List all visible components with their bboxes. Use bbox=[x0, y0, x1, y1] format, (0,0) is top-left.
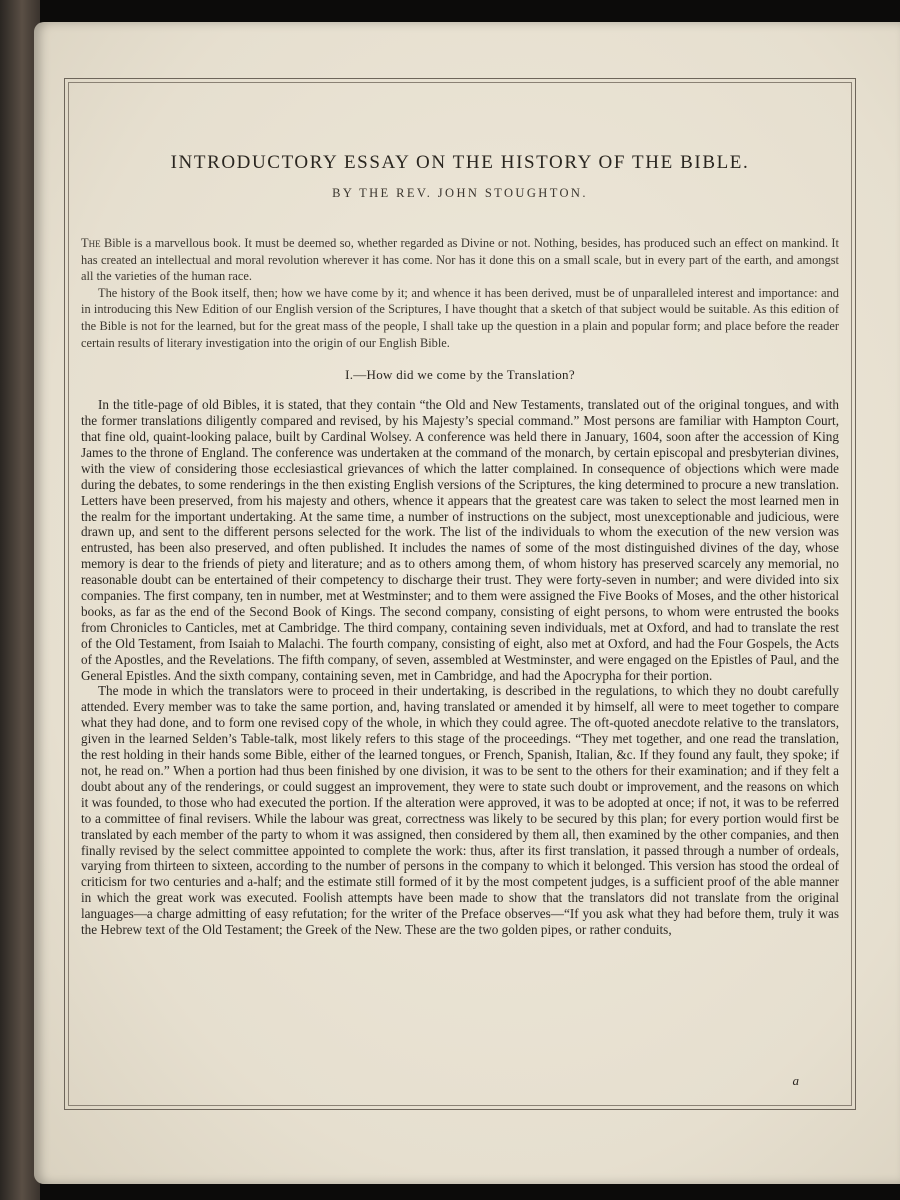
essay-body bbox=[81, 397, 839, 938]
signature-mark: a bbox=[792, 1073, 799, 1088]
intro-lead-word: The bbox=[81, 236, 101, 250]
intro-paragraph-2: The history of the Book itself, then; how we have come by it; and whence it has been derived, must be of unparalleled interest and importance: and in introducing this New Edition of our English version of the Scriptures, I have thought that a sketch of that subject would be suitable. As this edition of the Bible is not for the learned, but for the great mass of the people, I shall take up the question in a plain and popular form; and place before the reader certain results of literary investigation into the origin of our English Bible. bbox=[81, 285, 839, 350]
body-paragraph-1: In the title-page of old Bibles, it is stated, that they contain “the Old and New Testaments, translated out of the original tongues, and with the former translations diligently compared and revised, by his Majesty’s special command.” Most persons are familiar with Hampton Court, that fine old, quaint-looking palace, built by Cardinal Wolsey. A conference was held there in January, 1604, soon after the accession of King James to the throne of England. The conference was undertaken at the command of the monarch, by certain episcopal and presbyterian divines, with the view of considering those ecclesiastical grievances of which the latter complained. In consequence of objections which were made during the debates, to some renderings in the then existing English versions of the Scriptures, the king determined to procure a new translation. Letters have been preserved, from his majesty and others, whence it appears that the greatest care was taken to select the most learned men in the realm for the important undertaking. At the same time, a number of instructions on the subject, most unexceptionable and judicious, were drawn up, and sent to the different persons selected for the work. The list of the individuals to whom the execution of the new version was entrusted, has been also preserved, and often published. It includes the names of some of the most distinguished divines of the day, whose memory is dear to the friends of piety and literature; and as to others among them, of whom history has preserved scarcely any memorial, no reasonable doubt can be entertained of their competency to discharge their trust. They were forty-seven in number; and were divided into six companies. The first company, ten in number, met at Westminster; and to them were assigned the Five Books of Moses, and the other historical books, as far as the end of the Second Book of Kings. The second company, consisting of eight persons, to whom were entrusted the books from Chronicles to Canticles, met at Cambridge. The third company, containing seven individuals, met at Oxford, and had to translate the rest of the Old Testament, from Isaiah to Malachi. The fourth company, consisting of eight, also met at Oxford, and had the Four Gospels, the Acts of the Apostles, and the Revelations. The fifth company, of seven, assembled at Westminster, and were engaged on the Epistles of Paul, and the General Epistles. And the sixth company, containing seven, met in Cambridge, and had the Apocrypha for their portion. bbox=[81, 397, 839, 683]
page-content bbox=[81, 95, 839, 1097]
section-heading: I.—How did we come by the Translation? bbox=[345, 367, 575, 383]
essay-title: INTRODUCTORY ESSAY ON THE HISTORY OF THE BIBLE. bbox=[170, 152, 750, 173]
book-page bbox=[34, 22, 900, 1184]
intro-paragraph-1-text: Bible is a marvellous book. It must be deemed so, whether regarded as Divine or not. Nothing, besides, has produced such an effect on mankind. It has created an intellectual and moral revolution wherever it has come. Nor has it done this on a small scale, but in every part of the earth, and amongst all the varieties of the human race. bbox=[81, 236, 839, 284]
essay-byline: BY THE REV. JOHN STOUGHTON. bbox=[332, 186, 588, 200]
body-paragraph-2: The mode in which the translators were to proceed in their undertaking, is described in the regulations, to which they no doubt carefully attended. Every member was to take the same portion, and, having translated or amended it by himself, all were to meet together to compare what they had done, and to form one revised copy of the whole, in which they could agree. The oft-quoted anecdote relative to the translators, given in the learned Selden’s Table-talk, most likely refers to this stage of the proceedings. “They met together, and one read the translation, the rest holding in their hands some Bible, either of the learned tongues, or French, Spanish, Italian, &c. If they found any fault, they spoke; if not, he read on.” When a portion had thus been finished by one division, it was to be sent to the others for their examination; and if they felt a doubt about any of the renderings, or could suggest an improvement, they were to state such doubt or improvement, and the reasons on which it was founded, to those who had executed the portion. If the alteration were approved, it was to be adopted at once; if not, it was to be referred to a committee of final revisers. While the labour was great, correctness was likely to be secured by this plan; for every portion would first be translated by each member of the party to whom it was assigned, then considered by them all, then examined by the other companies, and then finally revised by the select committee appointed to complete the work: thus, after its first translation, it passed through a number of ordeals, varying from thirteen to sixteen, according to the number of persons in the company to which it belonged. This version has stood the ordeal of criticism for two centuries and a-half; and the estimate still formed of it by the most competent judges, is a sufficient proof of the able manner in which the great work was executed. Foolish attempts have been made to show that the translators did not translate from the original languages—a charge admitting of easy refutation; for the writer of the Preface observes—“If you ask what they had before them, truly it was the Hebrew text of the Old Testament; the Greek of the New. These are the two golden pipes, or rather conduits, bbox=[81, 683, 839, 938]
intro-paragraph-1 bbox=[81, 235, 839, 285]
intro-section bbox=[81, 235, 839, 351]
